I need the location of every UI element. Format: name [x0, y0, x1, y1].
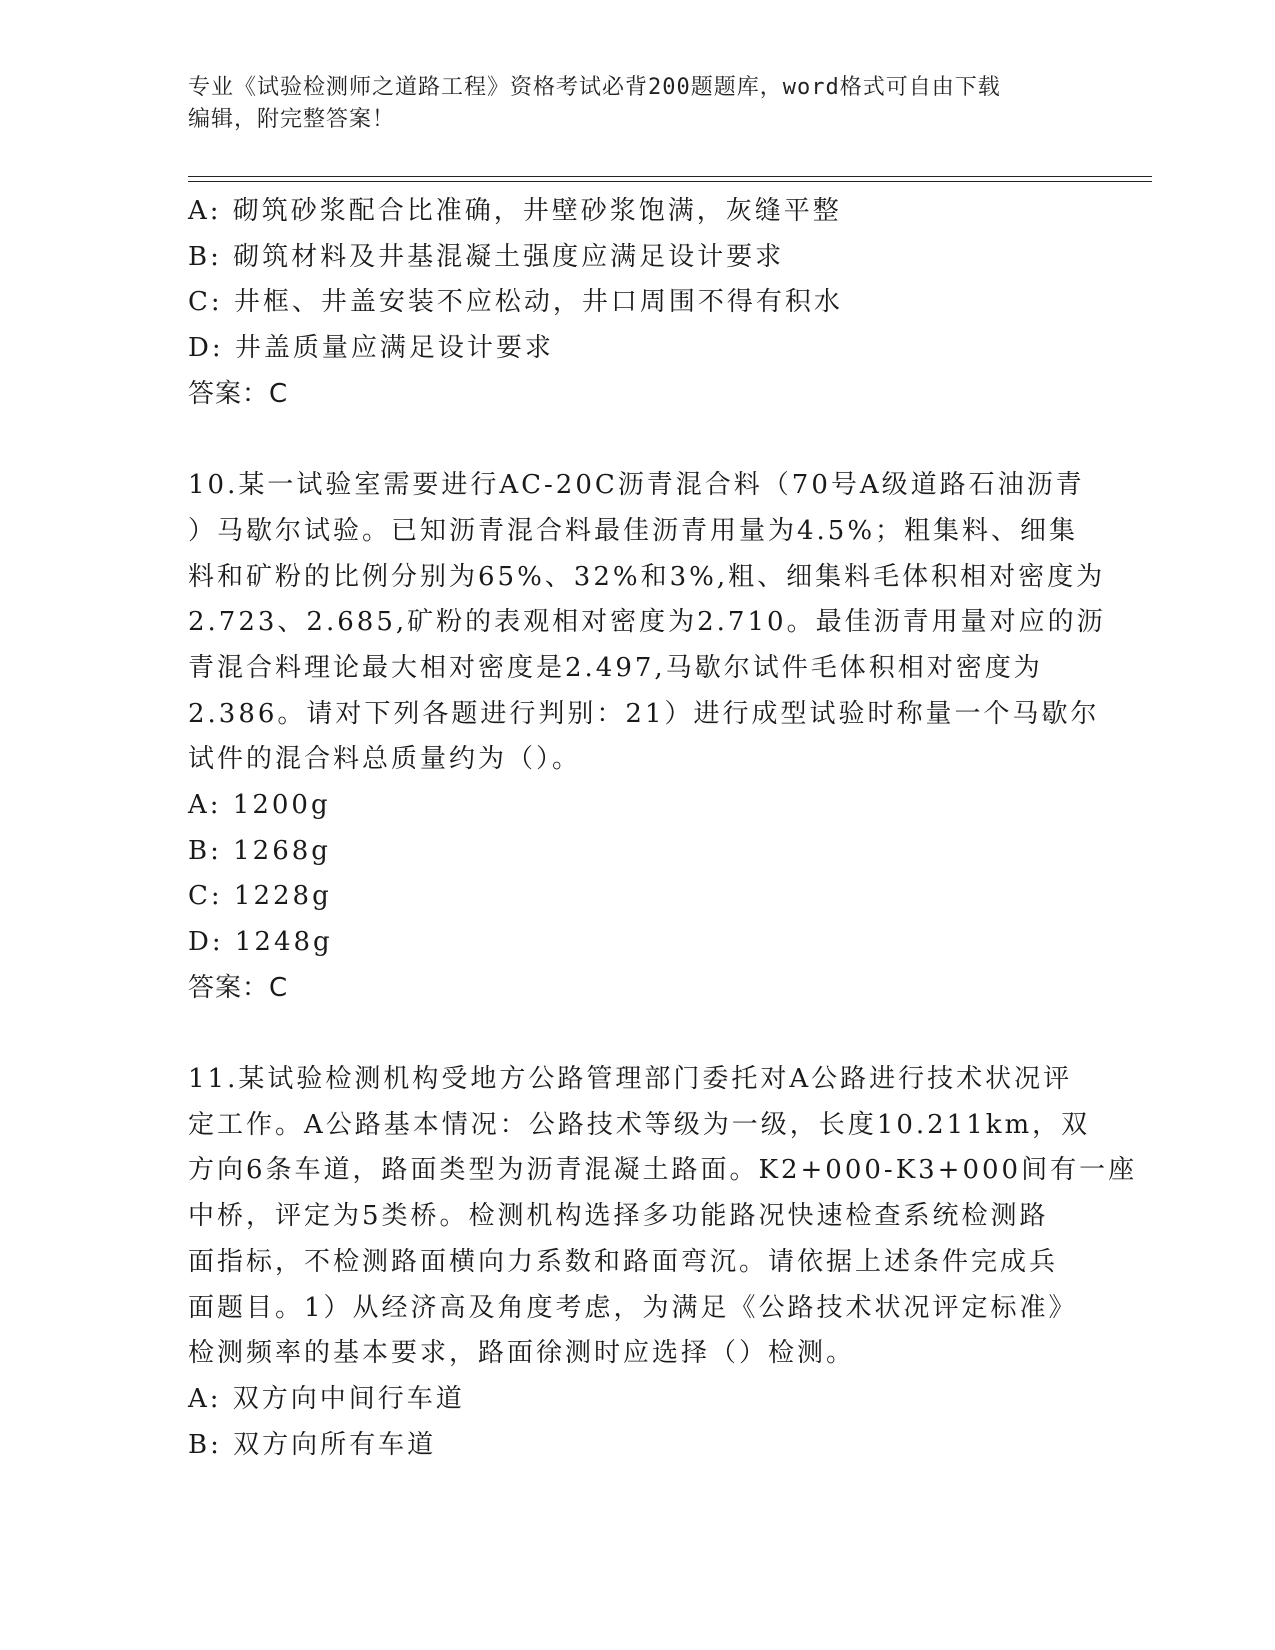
- option-b: B: 1268g: [188, 835, 331, 866]
- stem-line: 试件的混合料总质量约为（）。: [188, 744, 582, 775]
- spacer: [188, 417, 1088, 463]
- stem-line: 11.某试验检测机构受地方公路管理部门委托对A公路进行技术状况评: [188, 1064, 1073, 1095]
- stem-line: 青混合料理论最大相对密度是2.497,马歇尔试件毛体积相对密度为: [188, 652, 1043, 683]
- stem-line: 料和矿粉的比例分别为65%、32%和3%,粗、细集料毛体积相对密度为: [188, 561, 1106, 592]
- spacer: [188, 1011, 1088, 1057]
- option-b: B: 双方向所有车道: [188, 1429, 437, 1460]
- stem-line: 2.386。请对下列各题进行判别：21）进行成型试验时称量一个马歇尔: [188, 698, 1100, 729]
- stem-line: 方向6条车道，路面类型为沥青混凝土路面。K2+000-K3+000间有一座: [188, 1155, 1138, 1186]
- option-c: C: 井框、井盖安装不应松动，井口周围不得有积水: [188, 287, 843, 318]
- question-content: [188, 189, 1138, 1468]
- document-header: [188, 72, 1068, 136]
- stem-line: ）马歇尔试验。已知沥青混合料最佳沥青用量为4.5%；粗集料、细集: [188, 515, 1079, 546]
- stem-line: 中桥，评定为5类桥。检测机构选择多功能路况快速检查系统检测路: [188, 1201, 1049, 1232]
- header-line-2: 编辑，附完整答案！: [188, 107, 396, 132]
- question-11-options: [188, 1377, 1088, 1468]
- option-a: A: 1200g: [188, 789, 331, 820]
- header-divider-top: [188, 176, 1152, 177]
- option-a: A: 砌筑砂浆配合比准确，井壁砂浆饱满，灰缝平整: [188, 196, 842, 226]
- stem-line: 10.某一试验室需要进行AC-20C沥青混合料（70号A级道路石油沥青: [188, 470, 1085, 501]
- option-d: D: 1248g: [188, 927, 333, 957]
- option-d: D: 井盖质量应满足设计要求: [188, 333, 554, 364]
- stem-line: 定工作。A公路基本情况：公路技术等级为一级，长度10.211km，双: [188, 1109, 1091, 1140]
- header-line-1: 专业《试验检测师之道路工程》资格考试必背200题题库，word格式可自由下载: [188, 75, 1001, 100]
- header-divider-bottom: [188, 181, 1152, 182]
- stem-line: 2.723、2.685,矿粉的表观相对密度为2.710。最佳沥青用量对应的沥: [188, 607, 1106, 638]
- question-9-options: [188, 189, 1088, 372]
- question-11-stem: [188, 1057, 1138, 1377]
- option-a: A: 双方向中间行车道: [188, 1383, 465, 1414]
- stem-line: 面题目。1）从经济高及角度考虑，为满足《公路技术状况评定标准》: [188, 1292, 1078, 1323]
- option-b: B: 砌筑材料及井基混凝土强度应满足设计要求: [188, 241, 785, 272]
- stem-line: 面指标，不检测路面横向力系数和路面弯沉。请依据上述条件完成兵: [188, 1246, 1059, 1277]
- question-10-answer: 答案：C: [188, 972, 289, 1003]
- question-10-stem: [188, 463, 1106, 783]
- option-c: C: 1228g: [188, 881, 332, 912]
- stem-line: 检测频率的基本要求，路面徐测时应选择（）检测。: [188, 1338, 856, 1369]
- question-9-answer: 答案：C: [188, 378, 289, 409]
- question-10-options: [188, 783, 1088, 966]
